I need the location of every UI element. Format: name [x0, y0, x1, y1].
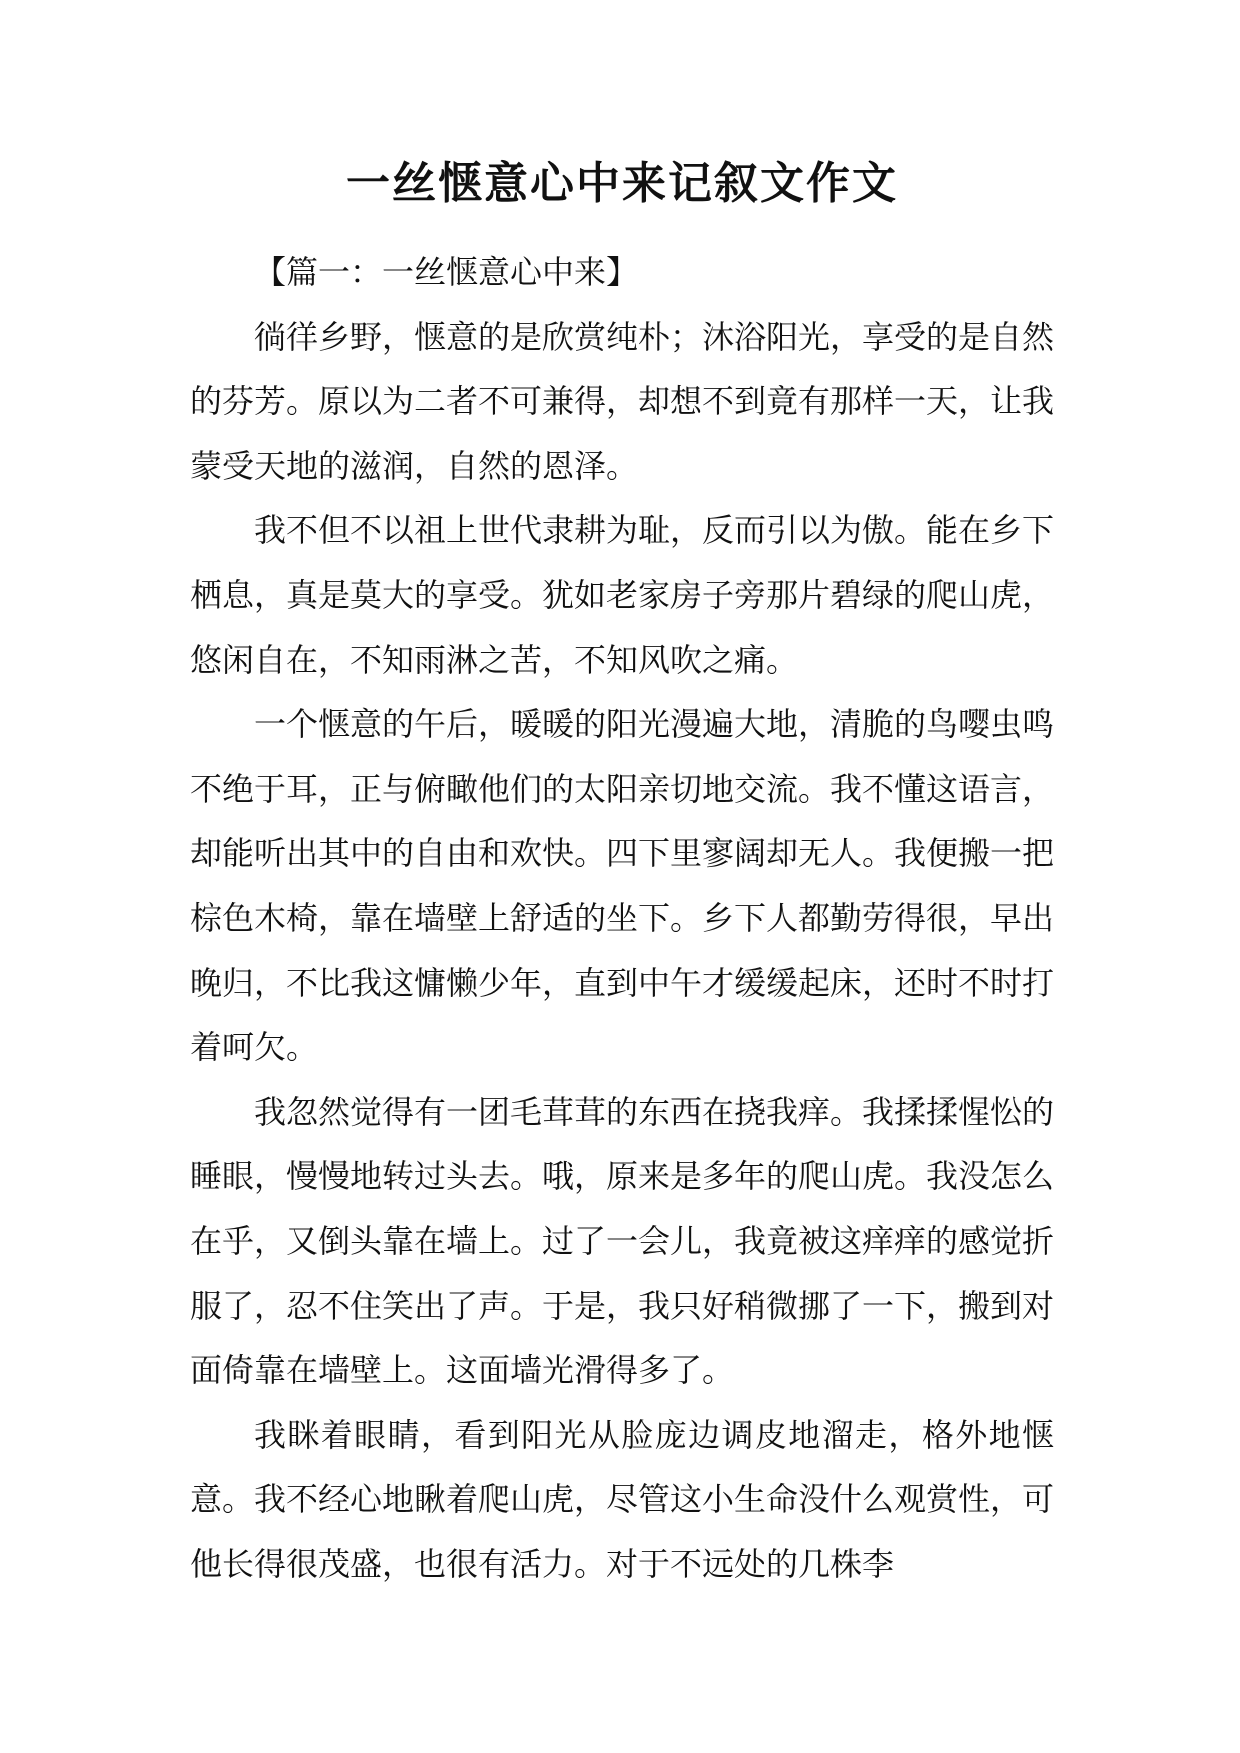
section-heading: 【篇一：一丝惬意心中来】 — [254, 253, 639, 291]
paragraph-3: 一个惬意的午后，暖暖的阳光漫遍大地，清脆的鸟嘤虫鸣不绝于耳，正与俯瞰他们的太阳亲切地交流。我不懂这语言，却能听出其中的自由和欢快。四下里寥阔却无人。我便搬一把棕色木椅，靠在墙壁上舒适的坐下。乡下人都勤劳得很，早出晚归，不比我这慵懒少年，直到中午才缓缓起床，还时不时打着呵欠。 — [190, 705, 1055, 1067]
paragraph-1: 徜徉乡野，惬意的是欣赏纯朴；沐浴阳光，享受的是自然的芬芳。原以为二者不可兼得，却想不到竟有那样一天，让我蒙受天地的滋润，自然的恩泽。 — [190, 317, 1055, 485]
paragraph-5: 我眯着眼睛，看到阳光从脸庞边调皮地溜走，格外地惬意。我不经心地瞅着爬山虎，尽管这小生命没什么观赏性，可他长得很茂盛，也很有活力。对于不远处的几株李 — [190, 1415, 1055, 1583]
paragraph-2: 我不但不以祖上世代隶耕为耻，反而引以为傲。能在乡下栖息，真是莫大的享受。犹如老家房子旁那片碧绿的爬山虎，悠闲自在，不知雨淋之苦，不知风吹之痛。 — [190, 511, 1055, 679]
document-title: 一丝惬意心中来记叙文作文 — [346, 158, 898, 209]
document-body — [190, 240, 1054, 1596]
document-page — [190, 0, 1054, 1753]
paragraph-4: 我忽然觉得有一团毛茸茸的东西在挠我痒。我揉揉惺忪的睡眼，慢慢地转过头去。哦，原来是多年的爬山虎。我没怎么在乎，又倒头靠在墙上。过了一会儿，我竟被这痒痒的感觉折服了，忍不住笑出了声。于是，我只好稍微挪了一下，搬到对面倚靠在墙壁上。这面墙光滑得多了。 — [190, 1092, 1055, 1390]
